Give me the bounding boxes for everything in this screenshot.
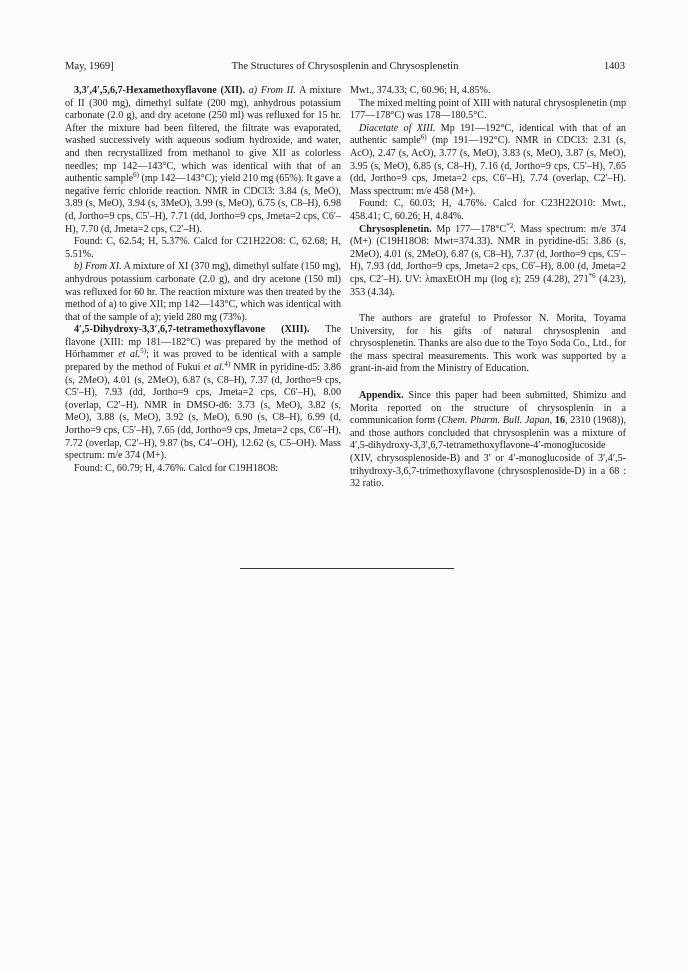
appendix-paragraph: Appendix. Since this paper had been submitted, Shimizu and Morita reported on the structure of chrysosplenin in a communication form (Chem. Pharm. Bull. Japan, 16, 2310 (1968)), and those authors concluded that chrysosplenin was a mixture of 4′,5-dihydroxy-3,3′,6,7-tetramethoxyflavone-4′-monoglucoside (XIV, chrysosplenoside-B) and 3′ or 4′-monoglucoside of 3′,4′,5-trihydroxy-3,6,7-trimethoxyflavone (chrysosplenoside-D) in a 68 : 32 ratio. (350, 390, 627, 490)
paragraph-text: , 2310 (1968)), and those authors concluded that chrysosplenin was a mixture of 4′,5-dihydroxy-3,3′,6,7-tetramethoxyflavone-4′-monoglucoside (XIV, chrysosplenoside-B) and 3′ or 4′-monoglucoside of 3′,4′,5-trihydroxy-3,6,7-trimethoxyflavone (chrysosplenoside-D) in a 68 : 32 ratio. (350, 415, 627, 490)
running-title: The Structures of Chrysosplenin and Chrysosplenetin (231, 61, 459, 72)
dihydroxy-paragraph (65, 324, 341, 463)
paragraph-text: Mp 177—178°C (436, 223, 507, 235)
paragraph-text: ; it was proved to be identical with a sample prepared by the method of Fukui (65, 349, 341, 374)
running-header (65, 61, 625, 77)
paragraph-text: Since this paper had been submitted, Shimizu and Morita reported on the structure of chrysosplenin in a communication form ( (350, 390, 626, 427)
appendix-heading: Appendix. (359, 390, 404, 402)
paragraph-text: NMR in pyridine-d5: 3.86 (s, 2MeO), 4.01 (s, 2MeO), 6.87 (s, C8–H), 7.37 (d, Jortho=9 cps, C5′–H), 7.93 (dd, Jortho=9 cps, Jmeta=2 cps, C6′–H), 8.00 (overlap, C2′–H). NMR in DMSO-d6: 3.73 (s, MeO), 3.82 (s, MeO), 3.88 (s, MeO), 3.92 (s, MeO), 6.90 (s, C8–H), 6.99 (d, Jortho=9 cps, C5′–H), 7.65 (dd, Jortho=9 cps, Jmeta=2 cps, C6′–H), 7.72 (overlap, C2′–H), 9.87 (bs, C4′–OH), 12.62 (s, C5–OH). Mass spectrum: m/e 374 (M+). (65, 362, 342, 462)
footnote-marker: *6 (588, 271, 596, 280)
method-subheading: a) From II. (248, 85, 296, 96)
hexamethoxyflavone-paragraph (65, 85, 341, 236)
method-subheading: b) From XI. (74, 261, 122, 273)
journal-volume: 16 (554, 415, 565, 427)
issue-date: May, 1969] (65, 61, 114, 72)
paragraph-text: The flavone (XIII: mp 181—182°C) was prepared by the method of Hörhammer (65, 324, 341, 361)
compound-heading: Chrysosplenetin. (359, 223, 432, 235)
paragraph-text: . Mass spectrum: m/e 374 (M+) (C19H18O8: Mwt=374.33). NMR in pyridine-d5: 3.86 (s, 2MeO), 4.01 (s, 2MeO), 6.87 (s, C8–H), 7.37 (d, Jortho=9 cps, C5′–H), 7.93 (dd, Jortho=9 cps, Jmeta=2 cps, C6′–H), 8.00 (d, Jmeta=2 cps, C2′–H). UV: λmaxEtOH mμ (log ε); 259 (4.28), 271 (350, 223, 626, 285)
compound-heading: 4′,5-Dihydroxy-3,3′,6,7-tetramethoxyflavone (XIII). (74, 324, 310, 336)
analysis-paragraph: Found: C, 60.03; H, 4.76%. Calcd for C23H22O10: Mwt., 458.41; C, 60.26; H, 4.84%. (350, 198, 626, 222)
reference-marker: 6) (420, 133, 427, 142)
paragraph-text: (mp 142—143°C); yield 210 mg (65%). It gave a negative ferric chloride reaction. NMR in CDCl3: 3.84 (s, MeO), 3.89 (s, MeO), 3.94 (s, 3MeO), 3.99 (s, MeO), 6.75 (s, C8–H), 6.98 (d, Jortho=9 cps, C5′–H), 7.71 (dd, Jortho=9 cps, Jmeta=2 cps, C6′–H), 7.70 (d, Jmeta=2 cps, C2′–H). (65, 173, 341, 235)
chrysosplenetin-paragraph (350, 221, 626, 300)
end-rule (240, 568, 454, 569)
left-column (65, 85, 341, 475)
compound-heading: 3,3′,4′,5,6,7-Hexamethoxyflavone (XII). (74, 85, 245, 96)
right-column (350, 85, 626, 491)
reference-marker: 6) (133, 171, 139, 180)
paragraph-text: The mixed melting point of XIII with natural chrysosplenetin (mp 177—178°C) was 178—180.5°C. (350, 97, 626, 122)
analysis-paragraph: Found: C, 60.79; H, 4.76%. Calcd for C19H18O8: (74, 462, 279, 474)
paragraph-text: (4.23), 353 (4.34). (350, 273, 626, 298)
paragraph-text: (mp 191—192°C). NMR in CDCl3: 2.31 (s, AcO), 2.47 (s, AcO), 3.77 (s, MeO), 3.83 (s, MeO), 3.87 (s, MeO), 3.95 (s, MeO), 6.85 (s, C8–H), 7.16 (d, Jortho=9 cps, C5′–H), 7.65 (dd, Jortho=9 cps, Jmeta=2 cps, C6′–H), 7.74 (overlap, C2′–H). Mass spectrum: m/e 458 (M+). (350, 135, 626, 197)
paragraph-text: Mp 191—192°C, identical with that of an authentic sample (350, 122, 626, 147)
paragraph-text: A mixture of XI (370 mg), dimethyl sulfate (150 mg), anhydrous potassium carbonate (2.0 g), and dry acetone (150 ml) was refluxed for 60 hr. The reaction mixture was then treated by the method of a) to give XII; mp 142—143°C, which was identical with that of the sample of a); yield 280 mg (73%). (65, 261, 342, 323)
et-al: et al. (118, 349, 141, 361)
mixed-mp-paragraph (350, 98, 626, 123)
diacetate-paragraph (350, 123, 626, 199)
reference-marker: 5) (140, 347, 147, 356)
paragraph-text: A mixture of II (300 mg), dimethyl sulfate (200 mg), anhydrous potassium carbonate (2.0 g), and dry acetone (250 ml) was refluxed for 15 hr. After the mixture had been filtered, the filtrate was evaporated, washed successively with aqueous sodium hydroxide, and water, and then recrystallized from methanol to give XII as colorless needles; mp 142—143°C, which was identical with that of an authentic sample (65, 85, 342, 185)
analysis-paragraph: Found: C, 62.54; H, 5.37%. Calcd for C21H22O8: C, 62.68; H, 5.51%. (65, 236, 341, 260)
reference-marker: 4) (224, 360, 231, 369)
footnote-marker: *2 (506, 221, 514, 230)
compound-heading: Diacetate of XIII. (359, 122, 436, 134)
page-number: 1403 (603, 61, 625, 72)
acknowledgement: The authors are grateful to Professor N. Morita, Toyama University, for his gifts of natural chrysosplenin and chrysosplenetin. Thanks are also due to the Toyo Soda Co., Ltd., for the mass spectral measurements. This work was supported by a grant-in-aid from the Ministry of Education. (350, 313, 626, 375)
journal-name: Chem. Pharm. Bull. Japan (441, 415, 550, 427)
method-b-paragraph (65, 261, 341, 324)
analysis-continuation: Mwt., 374.33; C, 60.96; H, 4.85%. (350, 85, 491, 96)
et-al: et al. (203, 362, 225, 374)
